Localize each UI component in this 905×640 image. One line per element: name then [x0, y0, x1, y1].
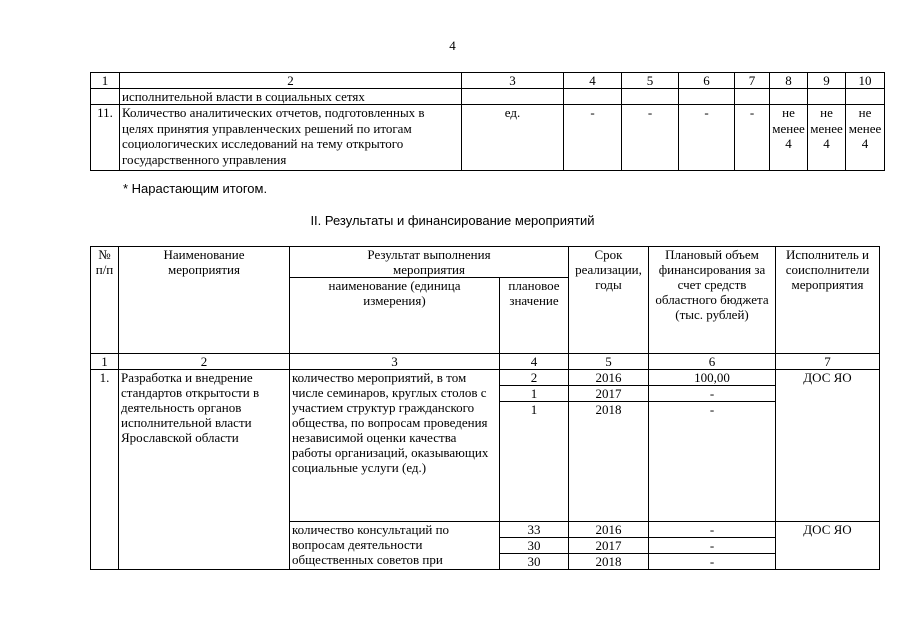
planned-value: 1 [500, 386, 569, 402]
col-num-cell: 1 [91, 354, 119, 370]
header-name: Наименование мероприятия [119, 247, 290, 354]
header-executor: Исполнитель и соисполнители мероприятия [776, 247, 880, 354]
empty-cell [91, 89, 120, 105]
table-row [91, 89, 885, 105]
row-number: 1. [91, 370, 119, 570]
executor-cell: ДОС ЯО [776, 370, 880, 522]
value-cell: - [564, 105, 622, 171]
table1-header-row [91, 73, 885, 89]
empty-cell [846, 89, 885, 105]
indicators-table [90, 72, 885, 171]
empty-cell [808, 89, 846, 105]
section-title: II. Результаты и финансирование мероприятий [310, 213, 595, 228]
col-num-cell: 2 [120, 73, 462, 89]
result-text: количество мероприятий, в том числе семинаров, круглых столов с участием структур гражданского общества, по вопросам проведения независимой оценки качества работы организаций, оказывающих социальные услуги (ед.) [290, 370, 500, 522]
col-num-cell: 5 [569, 354, 649, 370]
table-row [91, 105, 885, 171]
value-cell: - [679, 105, 735, 171]
finance-cell: 100,00 [649, 370, 776, 386]
year-cell: 2016 [569, 370, 649, 386]
year-cell: 2018 [569, 554, 649, 570]
indicator-name: Количество аналитических отчетов, подготовленных в целях принятия управленческих решений по итогам социологических исследований на тему открытого государственного управления [120, 105, 462, 171]
empty-cell [770, 89, 808, 105]
planned-value: 1 [500, 402, 569, 522]
col-num-cell: 6 [679, 73, 735, 89]
value-cell: не менее 4 [770, 105, 808, 171]
col-num-cell: 4 [500, 354, 569, 370]
value-cell: - [622, 105, 679, 171]
executor-cell: ДОС ЯО [776, 522, 880, 570]
col-num-cell: 7 [776, 354, 880, 370]
empty-cell [462, 89, 564, 105]
finance-cell: - [649, 402, 776, 522]
result-text: количество консультаций по вопросам деятельности общественных советов при [290, 522, 500, 570]
col-num-cell: 6 [649, 354, 776, 370]
col-num-cell: 1 [91, 73, 120, 89]
col-num-cell: 4 [564, 73, 622, 89]
table2-header-row [91, 247, 880, 278]
header-finance: Плановый объем финансирования за счет средств областного бюджета (тыс. рублей) [649, 247, 776, 354]
activities-table [90, 246, 880, 570]
finance-cell: - [649, 522, 776, 538]
year-cell: 2018 [569, 402, 649, 522]
planned-value: 30 [500, 538, 569, 554]
finance-cell: - [649, 554, 776, 570]
empty-cell [679, 89, 735, 105]
continued-text-cell: исполнительной власти в социальных сетях [120, 89, 462, 105]
footnote: * Нарастающим итогом. [123, 181, 268, 196]
planned-value: 33 [500, 522, 569, 538]
empty-cell [564, 89, 622, 105]
col-num-cell: 2 [119, 354, 290, 370]
col-num-cell: 5 [622, 73, 679, 89]
header-result: Результат выполнения мероприятия [290, 247, 569, 278]
header-term: Срок реализации, годы [569, 247, 649, 354]
empty-cell [622, 89, 679, 105]
row-number: 11. [91, 105, 120, 171]
empty-cell [735, 89, 770, 105]
value-cell: не менее 4 [808, 105, 846, 171]
year-cell: 2017 [569, 386, 649, 402]
col-num-cell: 7 [735, 73, 770, 89]
year-cell: 2017 [569, 538, 649, 554]
value-cell: - [735, 105, 770, 171]
year-cell: 2016 [569, 522, 649, 538]
col-num-cell: 8 [770, 73, 808, 89]
col-num-cell: 3 [290, 354, 500, 370]
col-num-cell: 9 [808, 73, 846, 89]
header-num: № п/п [91, 247, 119, 354]
col-num-cell: 10 [846, 73, 885, 89]
table-row [91, 370, 880, 386]
header-result-name: наименование (единица измерения) [290, 278, 500, 354]
table2-numbers-row [91, 354, 880, 370]
value-cell: не менее 4 [846, 105, 885, 171]
header-result-value: плановое значение [500, 278, 569, 354]
activity-name: Разработка и внедрение стандартов открытости в деятельность органов исполнительной власти Ярославской области [119, 370, 290, 570]
unit-cell: ед. [462, 105, 564, 171]
planned-value: 30 [500, 554, 569, 570]
finance-cell: - [649, 538, 776, 554]
planned-value: 2 [500, 370, 569, 386]
finance-cell: - [649, 386, 776, 402]
page-number: 4 [449, 38, 456, 53]
col-num-cell: 3 [462, 73, 564, 89]
